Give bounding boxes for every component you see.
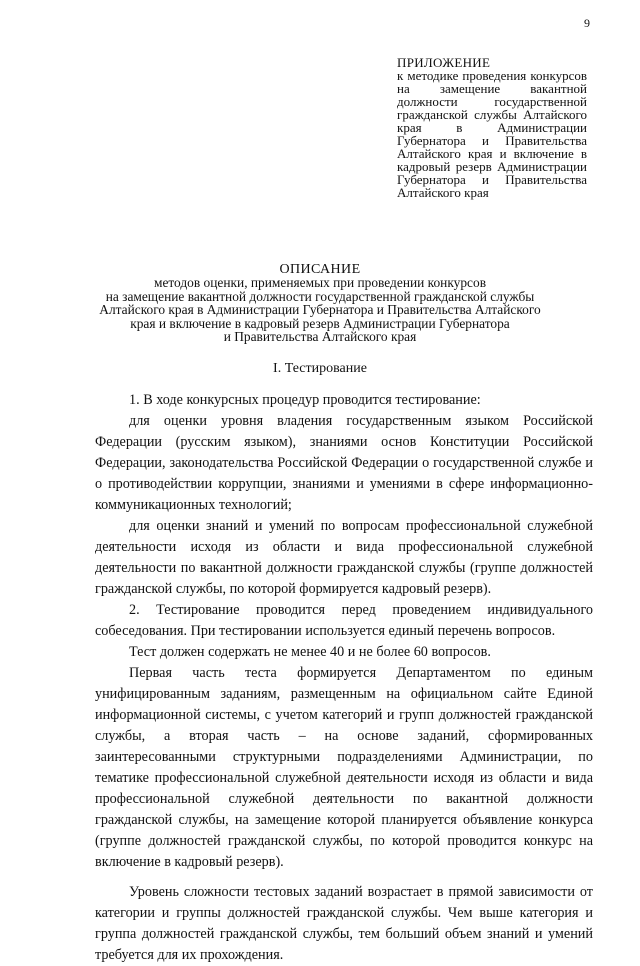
section-heading: I. Тестирование <box>273 361 367 376</box>
paragraph: для оценки уровня владения государственным языком Российской Федерации (русским языком), знаниями основ Конституции Российской Федерации, законодательства Российской Федерации о государственной службе и о противодействии коррупции, знаниями и умениями в сфере информационно-коммуникационных технологий; <box>95 413 593 513</box>
subtitle-line: Алтайского края в Администрации Губернатора и Правительства Алтайского <box>99 302 541 318</box>
subtitle-line: методов оценки, применяемых при проведении конкурсов <box>153 275 487 290</box>
appendix-text: к методике проведения конкурсов на замещение вакантной должности государственной гражданской службы Алтайского края в Администрации Губернатора и Правительства Алтайского края и включение в кадровый резерв Администрации Губернатора и Правительства Алтайского края <box>397 68 587 200</box>
appendix-title: ПРИЛОЖЕНИЕ <box>397 55 491 70</box>
paragraph: Уровень сложности тестовых заданий возрастает в прямой зависимости от категории и группы должностей гражданской службы. Чем выше категория и группа должностей гражданской службы, тем больший объем знаний и умений требуется для их прохождения. <box>95 884 593 963</box>
paragraph: для оценки знаний и умений по вопросам профессиональной служебной деятельности исходя из области и вида профессиональной служебной деятельности по вакантной должности гражданской службы (группе должностей гражданской службы, по которой формируется кадровый резерв). <box>95 518 593 597</box>
page-number: 9 <box>584 16 590 30</box>
appendix-block <box>397 56 587 199</box>
paragraph: 1. В ходе конкурсных процедур проводится тестирование: <box>129 392 481 408</box>
paragraph: Тест должен содержать не менее 40 и не более 60 вопросов. <box>129 644 491 660</box>
paragraph: 2. Тестирование проводится перед проведением индивидуального собеседования. При тестировании используется единый перечень вопросов. <box>95 602 593 639</box>
document-subtitle <box>0 276 640 344</box>
document-title: ОПИСАНИЕ <box>279 262 361 277</box>
subtitle-line: и Правительства Алтайского края <box>223 329 417 345</box>
subtitle-line: на замещение вакантной должности государственной гражданской службы <box>105 288 535 304</box>
paragraph: Первая часть теста формируется Департаментом по единым унифицированным заданиям, размещенным на официальном сайте Единой информационной системы, с учетом категорий и групп должностей гражданской службы, а вторая часть – на основе заданий, сформированных заинтересованными структурными подразделениями Администрации, по тематике профессиональной служебной деятельности исходя из области и вида профессиональной служебной деятельности по вакантной должности гражданской службы, на замещение которой планируется объявление конкурса (группе должностей гражданской службы, по которой проводится конкурс на включение в кадровый резерв). <box>95 665 593 870</box>
body-text <box>95 390 593 966</box>
subtitle-line: края и включение в кадровый резерв Администрации Губернатора <box>130 315 510 331</box>
